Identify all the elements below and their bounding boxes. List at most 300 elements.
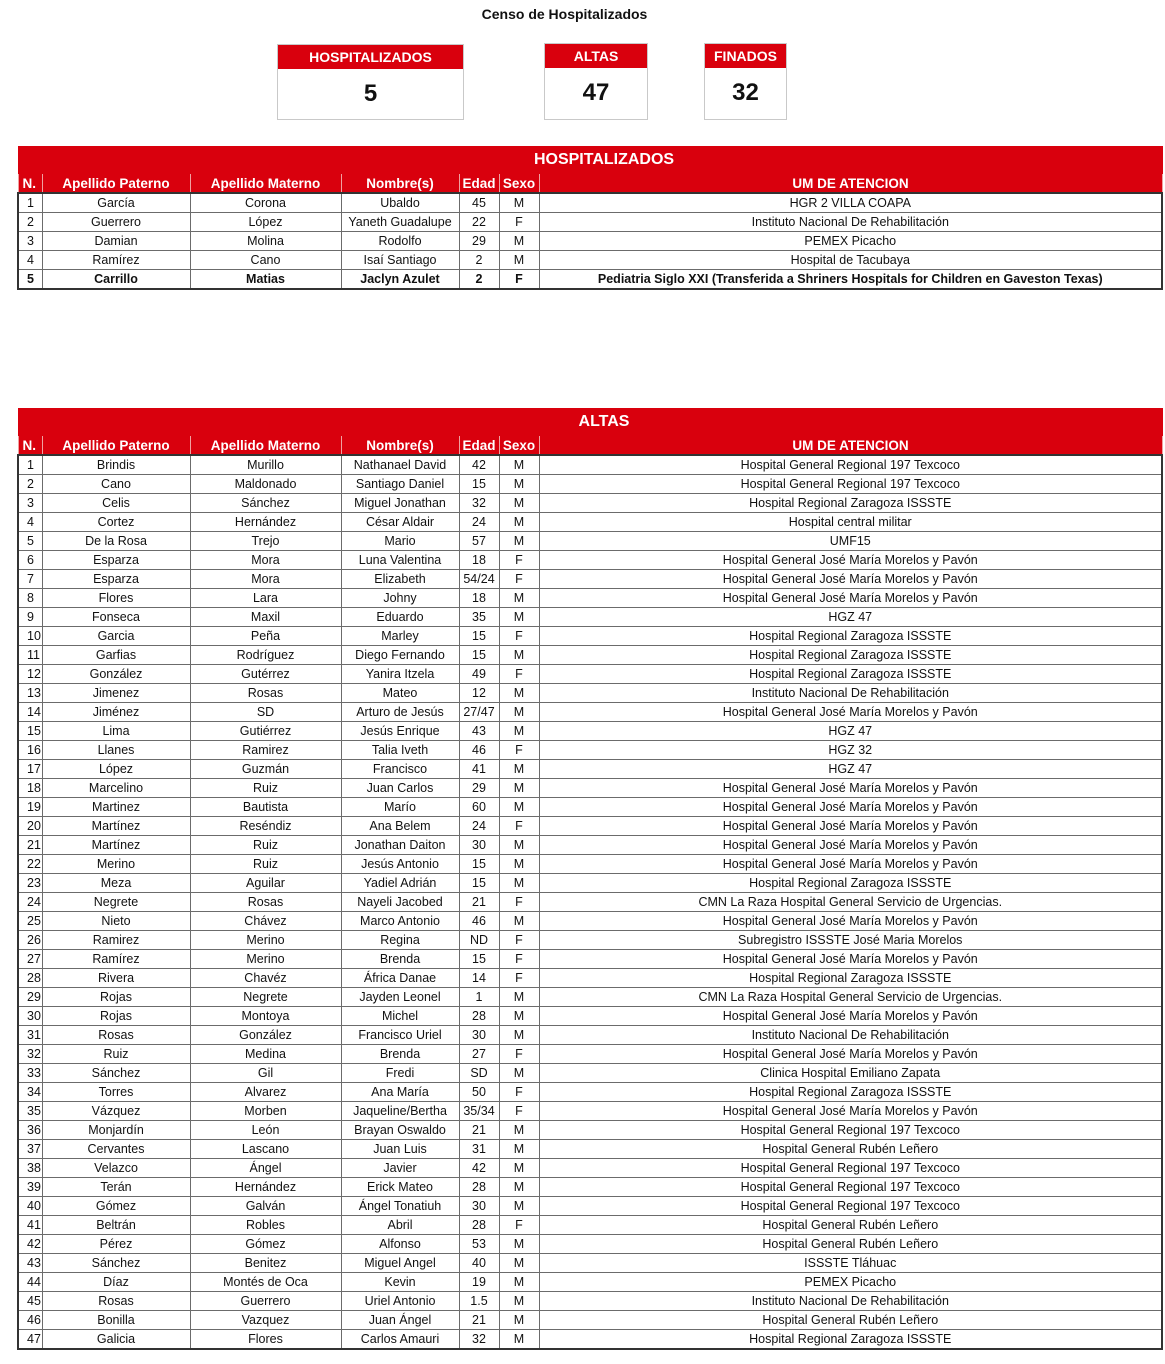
table-row xyxy=(18,1026,1162,1045)
sexo-cell: M xyxy=(499,1007,539,1026)
table-row xyxy=(18,1064,1162,1083)
table-row xyxy=(18,1330,1162,1350)
row-number: 26 xyxy=(18,931,42,950)
edad-cell: 54/24 xyxy=(459,570,499,589)
nombre-cell: Isaí Santiago xyxy=(341,251,459,270)
apellido-paterno-cell: Torres xyxy=(42,1083,190,1102)
sexo-cell: M xyxy=(499,1235,539,1254)
edad-cell: 42 xyxy=(459,455,499,475)
apellido-materno-cell: Rosas xyxy=(190,893,341,912)
apellido-materno-cell: Alvarez xyxy=(190,1083,341,1102)
edad-cell: 21 xyxy=(459,893,499,912)
edad-cell: 28 xyxy=(459,1216,499,1235)
apellido-materno-cell: Cano xyxy=(190,251,341,270)
apellido-materno-cell: Ruiz xyxy=(190,836,341,855)
apellido-paterno-cell: Monjardín xyxy=(42,1121,190,1140)
apellido-paterno-cell: García xyxy=(42,193,190,213)
nombre-cell: Juan Ángel xyxy=(341,1311,459,1330)
nombre-cell: Rodolfo xyxy=(341,232,459,251)
sexo-cell: M xyxy=(499,646,539,665)
apellido-paterno-cell: Sánchez xyxy=(42,1254,190,1273)
um-atencion-cell: Hospital General Regional 197 Texcoco xyxy=(539,455,1162,475)
row-number: 3 xyxy=(18,494,42,513)
apellido-paterno-cell: Cano xyxy=(42,475,190,494)
finados-count-label: FINADOS xyxy=(705,44,786,68)
sexo-cell: F xyxy=(499,1216,539,1235)
edad-cell: 18 xyxy=(459,589,499,608)
column-header: Apellido Materno xyxy=(190,436,341,456)
apellido-paterno-cell: Galicia xyxy=(42,1330,190,1350)
um-atencion-cell: Hospital General Regional 197 Texcoco xyxy=(539,1197,1162,1216)
sexo-cell: M xyxy=(499,513,539,532)
apellido-paterno-cell: Beltrán xyxy=(42,1216,190,1235)
table-row xyxy=(18,570,1162,589)
nombre-cell: Regina xyxy=(341,931,459,950)
apellido-materno-cell: Morben xyxy=(190,1102,341,1121)
table-row xyxy=(18,475,1162,494)
nombre-cell: Brayan Oswaldo xyxy=(341,1121,459,1140)
um-atencion-cell: ISSSTE Tláhuac xyxy=(539,1254,1162,1273)
sexo-cell: M xyxy=(499,779,539,798)
um-atencion-cell: Instituto Nacional De Rehabilitación xyxy=(539,1292,1162,1311)
sexo-cell: M xyxy=(499,589,539,608)
row-number: 7 xyxy=(18,570,42,589)
edad-cell: 46 xyxy=(459,741,499,760)
apellido-paterno-cell: Ramírez xyxy=(42,950,190,969)
column-header: Sexo xyxy=(499,436,539,456)
um-atencion-cell: Hospital General Regional 197 Texcoco xyxy=(539,475,1162,494)
sexo-cell: F xyxy=(499,270,539,290)
row-number: 40 xyxy=(18,1197,42,1216)
row-number: 31 xyxy=(18,1026,42,1045)
sexo-cell: M xyxy=(499,1121,539,1140)
apellido-materno-cell: Benitez xyxy=(190,1254,341,1273)
edad-cell: 14 xyxy=(459,969,499,988)
um-atencion-cell: HGZ 47 xyxy=(539,608,1162,627)
nombre-cell: Marco Antonio xyxy=(341,912,459,931)
nombre-cell: Jonathan Daiton xyxy=(341,836,459,855)
um-atencion-cell: Hospital General José María Morelos y Pavón xyxy=(539,817,1162,836)
apellido-materno-cell: Mora xyxy=(190,551,341,570)
sexo-cell: M xyxy=(499,455,539,475)
um-atencion-cell: Hospital General José María Morelos y Pavón xyxy=(539,1045,1162,1064)
row-number: 37 xyxy=(18,1140,42,1159)
edad-cell: 18 xyxy=(459,551,499,570)
apellido-materno-cell: Montés de Oca xyxy=(190,1273,341,1292)
nombre-cell: Nathanael David xyxy=(341,455,459,475)
sexo-cell: F xyxy=(499,665,539,684)
apellido-materno-cell: Vazquez xyxy=(190,1311,341,1330)
nombre-cell: Erick Mateo xyxy=(341,1178,459,1197)
finados-count-value: 32 xyxy=(732,79,759,106)
apellido-materno-cell: Trejo xyxy=(190,532,341,551)
sexo-cell: M xyxy=(499,798,539,817)
apellido-materno-cell: Rosas xyxy=(190,684,341,703)
um-atencion-cell: Hospital Regional Zaragoza ISSSTE xyxy=(539,1083,1162,1102)
row-number: 38 xyxy=(18,1159,42,1178)
column-header: Nombre(s) xyxy=(341,174,459,194)
row-number: 2 xyxy=(18,213,42,232)
row-number: 4 xyxy=(18,251,42,270)
nombre-cell: Abril xyxy=(341,1216,459,1235)
sexo-cell: M xyxy=(499,874,539,893)
edad-cell: 42 xyxy=(459,1159,499,1178)
apellido-materno-cell: Merino xyxy=(190,931,341,950)
row-number: 27 xyxy=(18,950,42,969)
nombre-cell: Jaqueline/Bertha xyxy=(341,1102,459,1121)
nombre-cell: Yanira Itzela xyxy=(341,665,459,684)
table-row xyxy=(18,817,1162,836)
row-number: 17 xyxy=(18,760,42,779)
altas-section-title: ALTAS xyxy=(18,409,1162,436)
apellido-materno-cell: Sánchez xyxy=(190,494,341,513)
apellido-materno-cell: Lara xyxy=(190,589,341,608)
nombre-cell: Yaneth Guadalupe xyxy=(341,213,459,232)
table-row xyxy=(18,950,1162,969)
table-row xyxy=(18,232,1162,251)
edad-cell: 30 xyxy=(459,836,499,855)
altas-column-headers xyxy=(18,436,1162,456)
edad-cell: 1 xyxy=(459,988,499,1007)
edad-cell: 29 xyxy=(459,779,499,798)
um-atencion-cell: Hospital General José María Morelos y Pavón xyxy=(539,798,1162,817)
apellido-paterno-cell: Brindis xyxy=(42,455,190,475)
table-row xyxy=(18,1216,1162,1235)
um-atencion-cell: Hospital General José María Morelos y Pavón xyxy=(539,551,1162,570)
nombre-cell: Elizabeth xyxy=(341,570,459,589)
table-row xyxy=(18,494,1162,513)
sexo-cell: F xyxy=(499,570,539,589)
row-number: 20 xyxy=(18,817,42,836)
um-atencion-cell: Hospital General Rubén Leñero xyxy=(539,1216,1162,1235)
apellido-paterno-cell: Carrillo xyxy=(42,270,190,290)
altas-table xyxy=(17,408,1163,1350)
apellido-paterno-cell: De la Rosa xyxy=(42,532,190,551)
table-row xyxy=(18,589,1162,608)
nombre-cell: Marley xyxy=(341,627,459,646)
um-atencion-cell: Hospital General José María Morelos y Pavón xyxy=(539,1007,1162,1026)
edad-cell: 15 xyxy=(459,475,499,494)
sexo-cell: M xyxy=(499,1273,539,1292)
edad-cell: 30 xyxy=(459,1197,499,1216)
apellido-materno-cell: Reséndiz xyxy=(190,817,341,836)
hospitalizados-table-body xyxy=(18,193,1162,289)
edad-cell: 32 xyxy=(459,1330,499,1350)
sexo-cell: M xyxy=(499,836,539,855)
um-atencion-cell: Hospital Regional Zaragoza ISSSTE xyxy=(539,665,1162,684)
um-atencion-cell: Hospital General José María Morelos y Pavón xyxy=(539,950,1162,969)
apellido-paterno-cell: Damian xyxy=(42,232,190,251)
um-atencion-cell: Hospital Regional Zaragoza ISSSTE xyxy=(539,969,1162,988)
um-atencion-cell: UMF15 xyxy=(539,532,1162,551)
apellido-paterno-cell: Fonseca xyxy=(42,608,190,627)
apellido-paterno-cell: Martinez xyxy=(42,798,190,817)
row-number: 19 xyxy=(18,798,42,817)
nombre-cell: Brenda xyxy=(341,950,459,969)
um-atencion-cell: Subregistro ISSSTE José Maria Morelos xyxy=(539,931,1162,950)
apellido-paterno-cell: Negrete xyxy=(42,893,190,912)
um-atencion-cell: CMN La Raza Hospital General Servicio de Urgencias. xyxy=(539,893,1162,912)
nombre-cell: Brenda xyxy=(341,1045,459,1064)
apellido-paterno-cell: Rosas xyxy=(42,1292,190,1311)
nombre-cell: Jaclyn Azulet xyxy=(341,270,459,290)
table-row xyxy=(18,1292,1162,1311)
edad-cell: 49 xyxy=(459,665,499,684)
apellido-materno-cell: Medina xyxy=(190,1045,341,1064)
apellido-materno-cell: Matias xyxy=(190,270,341,290)
sexo-cell: M xyxy=(499,855,539,874)
column-header: Nombre(s) xyxy=(341,436,459,456)
um-atencion-cell: Hospital General Regional 197 Texcoco xyxy=(539,1178,1162,1197)
table-row xyxy=(18,213,1162,232)
sexo-cell: M xyxy=(499,684,539,703)
table-row xyxy=(18,874,1162,893)
um-atencion-cell: Hospital Regional Zaragoza ISSSTE xyxy=(539,1330,1162,1350)
row-number: 32 xyxy=(18,1045,42,1064)
um-atencion-cell: Hospital General Regional 197 Texcoco xyxy=(539,1121,1162,1140)
sexo-cell: F xyxy=(499,627,539,646)
sexo-cell: M xyxy=(499,912,539,931)
edad-cell: 22 xyxy=(459,213,499,232)
sexo-cell: M xyxy=(499,193,539,213)
row-number: 43 xyxy=(18,1254,42,1273)
row-number: 8 xyxy=(18,589,42,608)
edad-cell: 32 xyxy=(459,494,499,513)
sexo-cell: M xyxy=(499,1159,539,1178)
edad-cell: 19 xyxy=(459,1273,499,1292)
page-title: Censo de Hospitalizados xyxy=(481,6,648,22)
apellido-materno-cell: Negrete xyxy=(190,988,341,1007)
apellido-materno-cell: Mora xyxy=(190,570,341,589)
column-header: Edad xyxy=(459,174,499,194)
sexo-cell: F xyxy=(499,1083,539,1102)
apellido-materno-cell: Merino xyxy=(190,950,341,969)
nombre-cell: Nayeli Jacobed xyxy=(341,893,459,912)
sexo-cell: M xyxy=(499,251,539,270)
table-row xyxy=(18,1007,1162,1026)
edad-cell: 43 xyxy=(459,722,499,741)
table-row xyxy=(18,836,1162,855)
apellido-materno-cell: León xyxy=(190,1121,341,1140)
um-atencion-cell: Hospital Regional Zaragoza ISSSTE xyxy=(539,627,1162,646)
um-atencion-cell: HGZ 47 xyxy=(539,760,1162,779)
table-row xyxy=(18,1083,1162,1102)
nombre-cell: Ángel Tonatiuh xyxy=(341,1197,459,1216)
edad-cell: 15 xyxy=(459,950,499,969)
sexo-cell: M xyxy=(499,475,539,494)
apellido-materno-cell: Flores xyxy=(190,1330,341,1350)
row-number: 36 xyxy=(18,1121,42,1140)
apellido-paterno-cell: Martínez xyxy=(42,817,190,836)
sexo-cell: F xyxy=(499,950,539,969)
sexo-cell: M xyxy=(499,532,539,551)
apellido-paterno-cell: Ruiz xyxy=(42,1045,190,1064)
row-number: 15 xyxy=(18,722,42,741)
row-number: 25 xyxy=(18,912,42,931)
nombre-cell: Javier xyxy=(341,1159,459,1178)
edad-cell: 57 xyxy=(459,532,499,551)
apellido-paterno-cell: Ramírez xyxy=(42,251,190,270)
nombre-cell: Yadiel Adrián xyxy=(341,874,459,893)
table-row xyxy=(18,798,1162,817)
table-row xyxy=(18,1102,1162,1121)
altas-table-body xyxy=(18,455,1162,1349)
um-atencion-cell: Hospital General Regional 197 Texcoco xyxy=(539,1159,1162,1178)
edad-cell: 35/34 xyxy=(459,1102,499,1121)
apellido-materno-cell: Galván xyxy=(190,1197,341,1216)
um-atencion-cell: Hospital Regional Zaragoza ISSSTE xyxy=(539,494,1162,513)
um-atencion-cell: Hospital de Tacubaya xyxy=(539,251,1162,270)
apellido-materno-cell: Ruiz xyxy=(190,855,341,874)
sexo-cell: M xyxy=(499,1140,539,1159)
apellido-materno-cell: Guzmán xyxy=(190,760,341,779)
apellido-paterno-cell: Garfias xyxy=(42,646,190,665)
apellido-paterno-cell: Sánchez xyxy=(42,1064,190,1083)
edad-cell: 28 xyxy=(459,1178,499,1197)
apellido-paterno-cell: Terán xyxy=(42,1178,190,1197)
nombre-cell: Johny xyxy=(341,589,459,608)
edad-cell: 21 xyxy=(459,1311,499,1330)
row-number: 23 xyxy=(18,874,42,893)
table-row xyxy=(18,1178,1162,1197)
um-atencion-cell: PEMEX Picacho xyxy=(539,232,1162,251)
edad-cell: 50 xyxy=(459,1083,499,1102)
apellido-paterno-cell: Díaz xyxy=(42,1273,190,1292)
edad-cell: 41 xyxy=(459,760,499,779)
edad-cell: 53 xyxy=(459,1235,499,1254)
table-row xyxy=(18,608,1162,627)
edad-cell: 2 xyxy=(459,251,499,270)
apellido-paterno-cell: Marcelino xyxy=(42,779,190,798)
apellido-paterno-cell: Esparza xyxy=(42,551,190,570)
row-number: 46 xyxy=(18,1311,42,1330)
um-atencion-cell: Hospital Regional Zaragoza ISSSTE xyxy=(539,646,1162,665)
um-atencion-cell: Instituto Nacional De Rehabilitación xyxy=(539,213,1162,232)
finados-count-card xyxy=(704,43,787,120)
column-header: Sexo xyxy=(499,174,539,194)
nombre-cell: Eduardo xyxy=(341,608,459,627)
nombre-cell: Jesús Antonio xyxy=(341,855,459,874)
nombre-cell: Ubaldo xyxy=(341,193,459,213)
row-number: 45 xyxy=(18,1292,42,1311)
nombre-cell: Santiago Daniel xyxy=(341,475,459,494)
table-row xyxy=(18,779,1162,798)
table-row xyxy=(18,988,1162,1007)
edad-cell: 21 xyxy=(459,1121,499,1140)
um-atencion-cell: Hospital General José María Morelos y Pavón xyxy=(539,779,1162,798)
nombre-cell: Ana María xyxy=(341,1083,459,1102)
table-row xyxy=(18,760,1162,779)
nombre-cell: Mario xyxy=(341,532,459,551)
apellido-paterno-cell: Rojas xyxy=(42,1007,190,1026)
edad-cell: 15 xyxy=(459,646,499,665)
row-number: 9 xyxy=(18,608,42,627)
apellido-paterno-cell: Celis xyxy=(42,494,190,513)
apellido-paterno-cell: Gómez xyxy=(42,1197,190,1216)
nombre-cell: África Danae xyxy=(341,969,459,988)
sexo-cell: F xyxy=(499,969,539,988)
nombre-cell: Marío xyxy=(341,798,459,817)
sexo-cell: M xyxy=(499,1311,539,1330)
sexo-cell: M xyxy=(499,1064,539,1083)
nombre-cell: Francisco xyxy=(341,760,459,779)
hospitalizados-section-title: HOSPITALIZADOS xyxy=(18,147,1162,174)
um-atencion-cell: Hospital General José María Morelos y Pavón xyxy=(539,836,1162,855)
apellido-materno-cell: López xyxy=(190,213,341,232)
apellido-paterno-cell: Lima xyxy=(42,722,190,741)
um-atencion-cell: HGZ 47 xyxy=(539,722,1162,741)
hospitalizados-column-headers xyxy=(18,174,1162,194)
table-row xyxy=(18,1045,1162,1064)
row-number: 12 xyxy=(18,665,42,684)
um-atencion-cell: Hospital General Rubén Leñero xyxy=(539,1235,1162,1254)
hospitalizados-table xyxy=(17,146,1163,290)
apellido-materno-cell: Rodríguez xyxy=(190,646,341,665)
edad-cell: 30 xyxy=(459,1026,499,1045)
nombre-cell: Juan Carlos xyxy=(341,779,459,798)
apellido-paterno-cell: Pérez xyxy=(42,1235,190,1254)
apellido-materno-cell: Bautista xyxy=(190,798,341,817)
sexo-cell: M xyxy=(499,608,539,627)
apellido-paterno-cell: Ramirez xyxy=(42,931,190,950)
row-number: 3 xyxy=(18,232,42,251)
apellido-paterno-cell: Flores xyxy=(42,589,190,608)
edad-cell: 45 xyxy=(459,193,499,213)
sexo-cell: F xyxy=(499,551,539,570)
table-row xyxy=(18,893,1162,912)
um-atencion-cell: Hospital General José María Morelos y Pavón xyxy=(539,570,1162,589)
apellido-materno-cell: Peña xyxy=(190,627,341,646)
apellido-paterno-cell: Jimenez xyxy=(42,684,190,703)
edad-cell: ND xyxy=(459,931,499,950)
apellido-paterno-cell: González xyxy=(42,665,190,684)
apellido-paterno-cell: Bonilla xyxy=(42,1311,190,1330)
column-header: UM DE ATENCION xyxy=(539,436,1162,456)
row-number: 16 xyxy=(18,741,42,760)
edad-cell: SD xyxy=(459,1064,499,1083)
table-row xyxy=(18,1254,1162,1273)
edad-cell: 15 xyxy=(459,627,499,646)
sexo-cell: F xyxy=(499,893,539,912)
um-atencion-cell: Clinica Hospital Emiliano Zapata xyxy=(539,1064,1162,1083)
apellido-materno-cell: Gómez xyxy=(190,1235,341,1254)
edad-cell: 15 xyxy=(459,874,499,893)
sexo-cell: M xyxy=(499,1292,539,1311)
nombre-cell: Jayden Leonel xyxy=(341,988,459,1007)
row-number: 11 xyxy=(18,646,42,665)
table-row xyxy=(18,722,1162,741)
apellido-paterno-cell: Merino xyxy=(42,855,190,874)
apellido-paterno-cell: Meza xyxy=(42,874,190,893)
sexo-cell: M xyxy=(499,1197,539,1216)
row-number: 41 xyxy=(18,1216,42,1235)
apellido-materno-cell: Gil xyxy=(190,1064,341,1083)
table-row xyxy=(18,1140,1162,1159)
sexo-cell: F xyxy=(499,817,539,836)
table-row xyxy=(18,251,1162,270)
altas-count-card xyxy=(544,43,648,120)
edad-cell: 15 xyxy=(459,855,499,874)
row-number: 22 xyxy=(18,855,42,874)
table-row xyxy=(18,1273,1162,1292)
sexo-cell: M xyxy=(499,722,539,741)
sexo-cell: M xyxy=(499,988,539,1007)
nombre-cell: Miguel Jonathan xyxy=(341,494,459,513)
row-number: 34 xyxy=(18,1083,42,1102)
apellido-paterno-cell: Guerrero xyxy=(42,213,190,232)
row-number: 33 xyxy=(18,1064,42,1083)
row-number: 5 xyxy=(18,532,42,551)
